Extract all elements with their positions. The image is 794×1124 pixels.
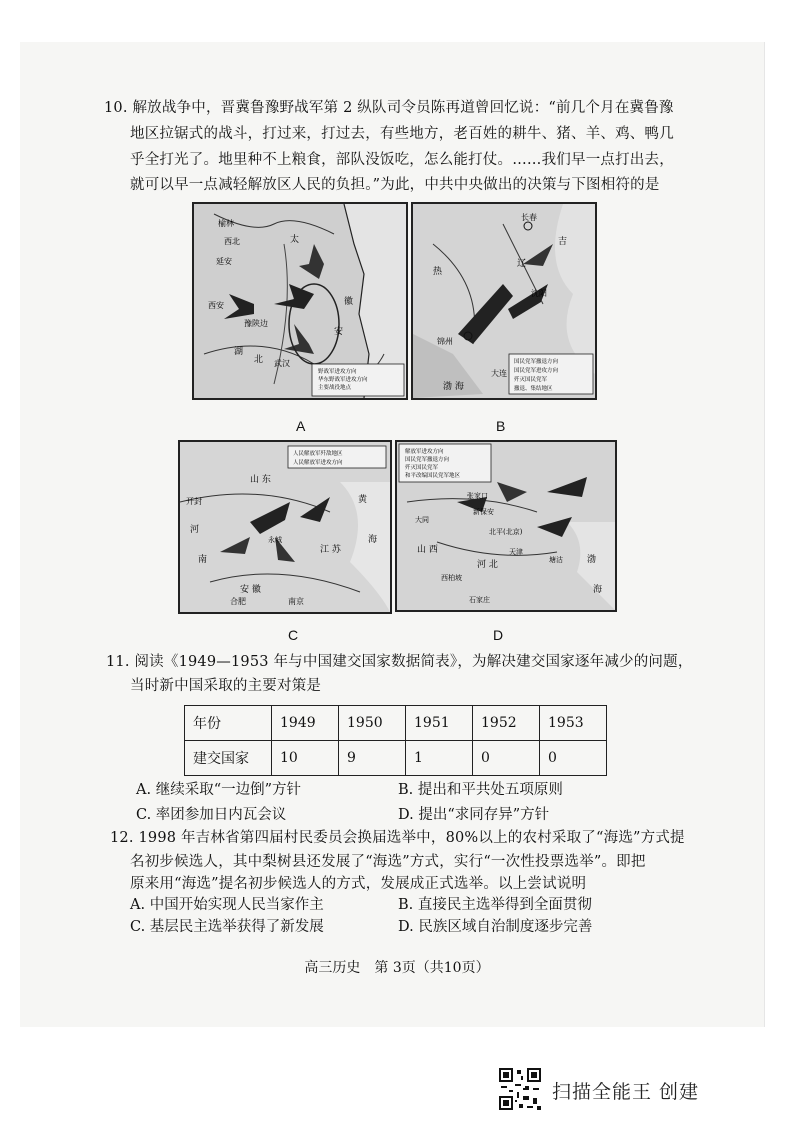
qr-code-icon (497, 1066, 543, 1112)
svg-text:长春: 长春 (521, 213, 537, 222)
svg-text:新保安: 新保安 (473, 508, 494, 516)
svg-text:安: 安 (334, 327, 344, 337)
svg-text:南: 南 (198, 555, 208, 565)
table-cell: 10 (272, 741, 339, 776)
map-c-label: C (288, 627, 299, 643)
svg-text:大连: 大连 (491, 369, 507, 378)
table-cell: 1950 (339, 706, 406, 741)
table-cell: 1952 (473, 706, 540, 741)
svg-text:渤: 渤 (587, 555, 597, 565)
svg-text:江 苏: 江 苏 (320, 545, 341, 555)
q10-line-1: 10. 解放战争中，晋冀鲁豫野战军第 2 纵队司令员陈再道曾回忆说：“前几个月在冀鲁豫 (104, 100, 674, 116)
svg-text:人民解放军进攻方向: 人民解放军进攻方向 (293, 460, 343, 466)
page-footer: 高三历史 第 3页（共10页） (304, 960, 490, 976)
map-a (192, 202, 408, 400)
svg-text:北: 北 (254, 355, 264, 365)
svg-text:和平改编国民党军地区: 和平改编国民党军地区 (405, 473, 461, 479)
table-row (185, 706, 607, 741)
q12-option-c: C. 基层民主选举获得了新发展 (130, 919, 324, 935)
svg-text:黄: 黄 (358, 495, 368, 505)
svg-text:石家庄: 石家庄 (469, 596, 490, 604)
table-cell: 1 (406, 741, 473, 776)
svg-text:西安: 西安 (208, 301, 224, 310)
svg-text:豫陕边: 豫陕边 (244, 319, 268, 328)
q11-option-c: C. 率团参加日内瓦会议 (136, 807, 287, 823)
q10-line-4: 就可以早一点减轻解放区人民的负担。”为此，中共中央做出的决策与下图相符的是 (130, 177, 660, 193)
q12-line-3: 原来用“海选”提名初步候选人的方式，发展成正式选举。以上尝试说明 (130, 876, 587, 892)
table-cell: 1949 (272, 706, 339, 741)
table-cell: 0 (473, 741, 540, 776)
map-d (395, 440, 617, 612)
svg-text:榆林: 榆林 (218, 219, 234, 228)
q10-line-3: 乎全打光了。地里种不上粮食，部队没饭吃，怎么能打仗。……我们早一点打出去， (130, 152, 674, 168)
svg-text:武汉: 武汉 (274, 359, 290, 368)
q11-option-b: B. 提出和平共处五项原则 (398, 782, 563, 798)
map-b (411, 202, 597, 400)
svg-text:吉: 吉 (558, 237, 568, 247)
svg-text:湖: 湖 (234, 347, 244, 357)
svg-text:永城: 永城 (268, 536, 282, 544)
q11-line-2: 当时新中国采取的主要对策是 (130, 678, 322, 694)
svg-text:辽: 辽 (517, 259, 527, 269)
svg-text:合肥: 合肥 (230, 597, 246, 606)
map-c (178, 440, 392, 614)
svg-text:西北: 西北 (224, 237, 240, 246)
svg-text:河: 河 (190, 525, 200, 535)
svg-text:国民党军进攻方向: 国民党军进攻方向 (514, 368, 559, 374)
svg-text:解放军进攻方向: 解放军进攻方向 (405, 449, 444, 455)
q12-option-b: B. 直接民主选举得到全面贯彻 (398, 897, 592, 913)
table-cell: 1953 (540, 706, 607, 741)
svg-text:国民党军撤退方向: 国民党军撤退方向 (405, 457, 450, 463)
svg-text:撤退、集结地区: 撤退、集结地区 (514, 386, 553, 392)
svg-text:山 西: 山 西 (417, 545, 438, 555)
q12-option-a: A. 中国开始实现人民当家作主 (130, 897, 324, 913)
svg-text:人民解放军歼敌地区: 人民解放军歼敌地区 (293, 451, 343, 457)
table-cell: 9 (339, 741, 406, 776)
svg-text:安 徽: 安 徽 (240, 585, 261, 595)
q12-line-2: 名初步候选人，其中梨树县还发展了“海选”方式，实行“一次性投票选举”。即把 (130, 854, 646, 870)
q10-line-2: 地区拉锯式的战斗，打过来，打过去，有些地方，老百姓的耕牛、猪、羊、鸡、鸭几 (130, 126, 674, 142)
q11-option-d: D. 提出“求同存异”方针 (398, 807, 550, 823)
svg-text:塘沽: 塘沽 (549, 556, 563, 564)
scanner-watermark-text: 扫描全能王 创建 (552, 1081, 700, 1103)
q11-option-a: A. 继续采取“一边倒”方针 (136, 782, 302, 798)
svg-text:太: 太 (290, 235, 300, 245)
svg-text:南京: 南京 (288, 597, 304, 606)
svg-text:延安: 延安 (216, 257, 232, 266)
svg-text:徽: 徽 (344, 297, 354, 307)
svg-text:热: 热 (433, 267, 443, 277)
table-header-label: 年份 (185, 706, 272, 741)
svg-text:华东野战军进攻方向: 华东野战军进攻方向 (318, 377, 368, 383)
svg-text:河 北: 河 北 (477, 560, 498, 570)
table-cell: 1951 (406, 706, 473, 741)
svg-text:国民党军撤退方向: 国民党军撤退方向 (514, 359, 559, 365)
svg-text:锦州: 锦州 (437, 337, 453, 346)
svg-text:歼灭国民党军: 歼灭国民党军 (405, 465, 439, 471)
q11-line-1: 11. 阅读《1949—1953 年与中国建交国家数据简表》，为解决建交国家逐年减少的问题， (106, 654, 693, 670)
svg-text:大同: 大同 (415, 516, 429, 524)
svg-text:海: 海 (368, 535, 378, 545)
svg-text:西柏坡: 西柏坡 (441, 574, 462, 582)
map-d-label: D (493, 627, 504, 643)
svg-text:开封: 开封 (186, 497, 202, 506)
table-row (185, 741, 607, 776)
table-cell: 0 (540, 741, 607, 776)
svg-text:张家口: 张家口 (467, 492, 488, 500)
map-b-label: B (496, 418, 506, 434)
diplomacy-table (184, 705, 607, 776)
svg-text:天津: 天津 (509, 548, 523, 556)
svg-text:渤 海: 渤 海 (443, 382, 464, 392)
q12-option-d: D. 民族区域自治制度逐步完善 (398, 919, 593, 935)
svg-text:北平(北京): 北平(北京) (489, 528, 523, 536)
q12-line-1: 12. 1998 年吉林省第四届村民委员会换届选举中，80%以上的农村采取了“海选”方式提 (110, 830, 685, 846)
svg-text:歼灭国民党军: 歼灭国民党军 (514, 377, 548, 383)
table-row-label: 建交国家 (185, 741, 272, 776)
map-a-label: A (296, 418, 306, 434)
svg-text:主要战役地点: 主要战役地点 (318, 385, 352, 391)
svg-text:野战军进攻方向: 野战军进攻方向 (318, 369, 357, 375)
svg-text:海: 海 (593, 585, 603, 595)
svg-text:山 东: 山 东 (250, 475, 271, 485)
svg-text:沈阳: 沈阳 (531, 289, 547, 298)
